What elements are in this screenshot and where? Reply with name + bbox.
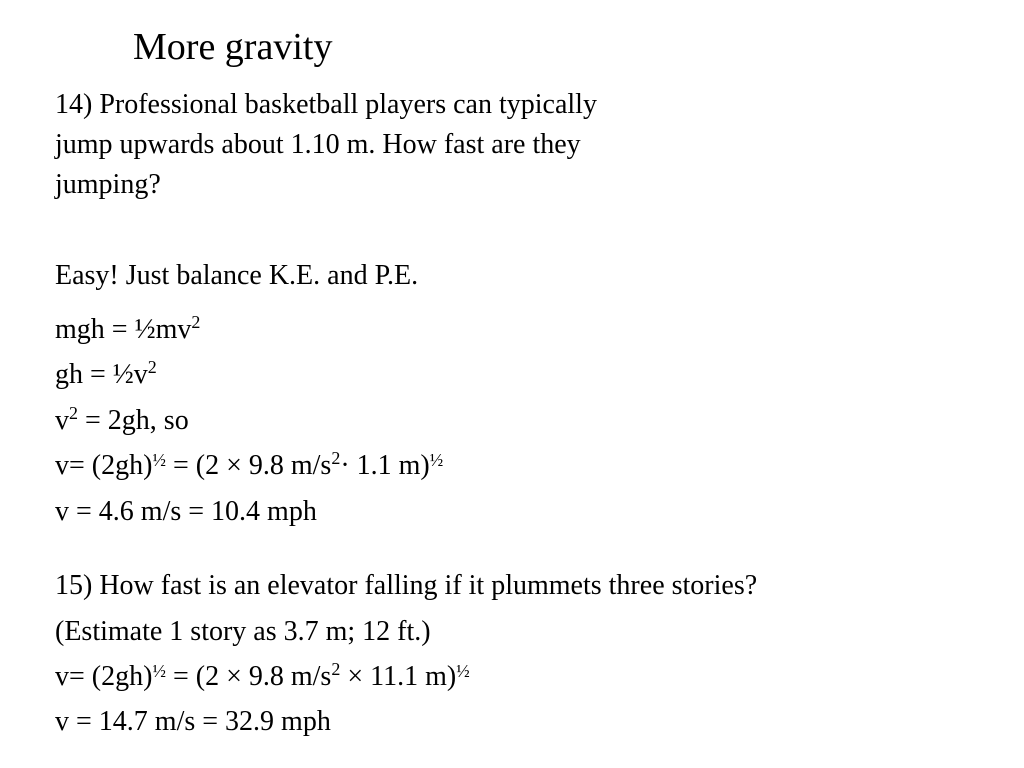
- equation-v-formula-2: [55, 660, 470, 696]
- question-15-line-1: 15) How fast is an elevator falling if it plummets three stories?: [55, 570, 758, 601]
- equation-v-formula-1-mid: = (2 × 9.8 m/s: [165, 450, 332, 481]
- equation-v-formula-2-half-exp: ½: [152, 661, 166, 681]
- equation-v-squared-v: v: [55, 405, 69, 436]
- equation-v-formula-1-lhs: v= (2gh): [55, 450, 153, 481]
- equation-v-formula-2-end: × 11.1 m): [340, 661, 457, 692]
- question-14-line-1: 14) Professional basketball players can typically: [55, 89, 597, 120]
- equation-v-formula-2-sq: 2: [331, 659, 341, 679]
- equation-v-formula-2-lhs: v= (2gh): [55, 661, 153, 692]
- equation-v-formula-1: [55, 449, 443, 485]
- question-15-line-2: (Estimate 1 story as 3.7 m; 12 ft.): [55, 616, 431, 647]
- equation-v-formula-1-sq: 2: [331, 448, 341, 468]
- equation-gh: [55, 358, 157, 394]
- equation-v-formula-1-half-exp: ½: [152, 450, 166, 470]
- equation-v-formula-1-end: · 1.1 m): [340, 450, 430, 481]
- equation-v-squared: [55, 404, 189, 440]
- equation-mgh: [55, 313, 200, 349]
- answer-15: v = 14.7 m/s = 32.9 mph: [55, 706, 331, 737]
- question-14-note: Easy! Just balance K.E. and P.E.: [55, 260, 419, 291]
- equation-mgh-exponent: 2: [191, 312, 201, 332]
- equation-v-squared-exponent: 2: [69, 403, 78, 423]
- answer-14: v = 4.6 m/s = 10.4 mph: [55, 496, 317, 527]
- slide-title: More gravity: [133, 26, 333, 68]
- equation-mgh-text: mgh = ½mv: [55, 314, 192, 345]
- equation-v-squared-rest: = 2gh, so: [78, 405, 189, 436]
- question-14-line-2: jump upwards about 1.10 m. How fast are they: [55, 129, 581, 160]
- question-14-line-3: jumping?: [55, 169, 161, 200]
- equation-v-formula-1-end-half-exp: ½: [429, 450, 444, 470]
- equation-v-formula-2-mid: = (2 × 9.8 m/s: [165, 661, 332, 692]
- equation-gh-exponent: 2: [147, 357, 157, 377]
- equation-gh-text: gh = ½v: [55, 359, 148, 390]
- equation-v-formula-2-end-half-exp: ½: [456, 661, 470, 681]
